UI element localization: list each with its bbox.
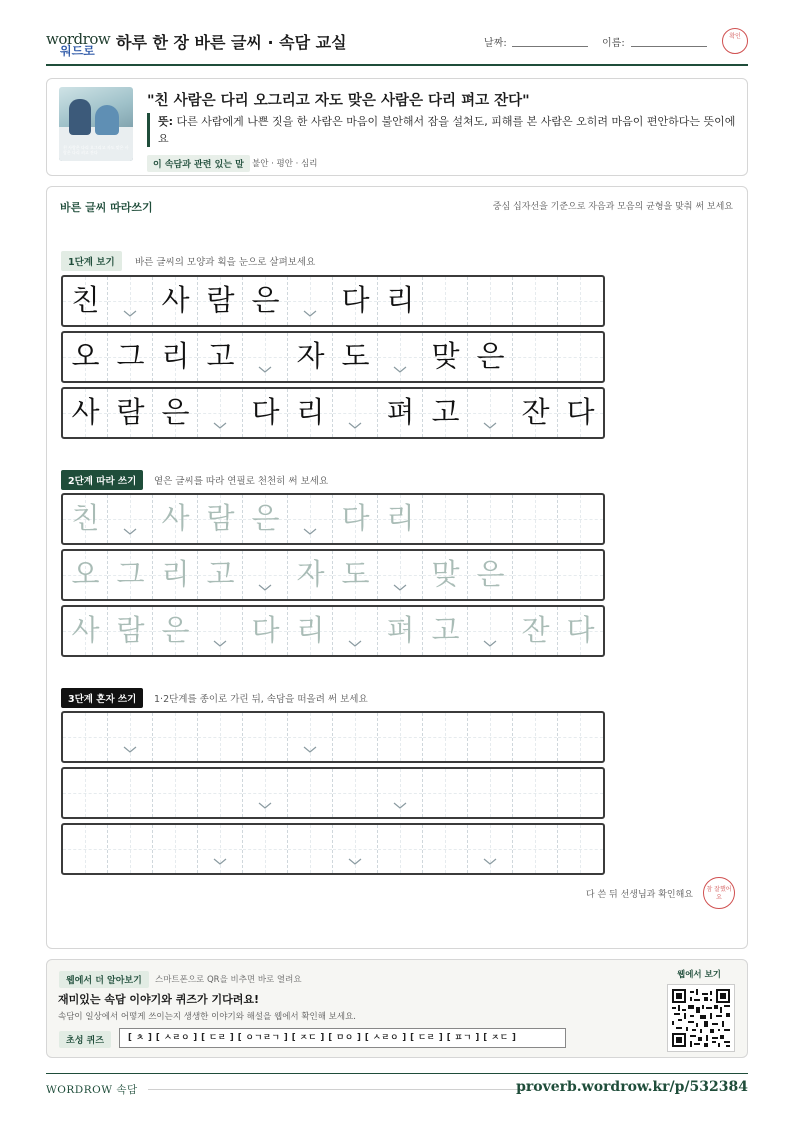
writing-cell[interactable] (108, 551, 153, 599)
model-character: 리 (386, 283, 415, 317)
proverb-illustration (59, 87, 133, 161)
writing-cell[interactable] (468, 551, 513, 599)
model-character: 은 (161, 395, 190, 429)
space-mark-icon (258, 366, 272, 374)
writing-cell[interactable] (468, 769, 513, 817)
qr-code-icon[interactable] (667, 984, 735, 1052)
writing-cell (63, 389, 108, 437)
writing-cell[interactable] (63, 769, 108, 817)
writing-cell[interactable] (468, 825, 513, 873)
trace-character: 펴 (386, 613, 415, 647)
date-field[interactable] (512, 46, 588, 47)
writing-cell[interactable] (288, 769, 333, 817)
writing-cell (288, 277, 333, 325)
footer-rule (148, 1089, 538, 1090)
writing-cell[interactable] (153, 769, 198, 817)
writing-cell[interactable] (378, 495, 423, 543)
writing-cell[interactable] (153, 607, 198, 655)
writing-cell[interactable] (468, 713, 513, 761)
writing-cell[interactable] (63, 825, 108, 873)
web-tag: 웹에서 더 알아보기 (59, 971, 149, 988)
web-subtext: 속담이 일상에서 어떻게 쓰이는지 생생한 이야기와 해설을 웹에서 확인해 보세요. (58, 1012, 356, 1022)
proverb-meaning (147, 113, 737, 147)
writing-cell (198, 389, 243, 437)
writing-cell[interactable] (378, 607, 423, 655)
writing-cell[interactable] (513, 769, 558, 817)
writing-cell[interactable] (423, 713, 468, 761)
model-character: 그 (116, 339, 145, 373)
practice-title: 바른 글씨 따라쓰기 (60, 201, 153, 214)
writing-cell (153, 389, 198, 437)
writing-cell (288, 333, 333, 381)
space-mark-icon (123, 528, 137, 536)
date-label: 날짜: (484, 38, 507, 49)
writing-cell (243, 389, 288, 437)
space-mark-icon (483, 858, 497, 866)
model-character: 친 (71, 283, 100, 317)
logo-korean: 워드로 (60, 44, 95, 58)
model-character: 맞 (431, 339, 460, 373)
writing-cell (333, 389, 378, 437)
writing-cell (333, 277, 378, 325)
writing-cell[interactable] (288, 825, 333, 873)
writing-cell[interactable] (513, 825, 558, 873)
writing-cell[interactable] (243, 825, 288, 873)
writing-cell[interactable] (153, 825, 198, 873)
space-mark-icon (483, 640, 497, 648)
writing-cell[interactable] (558, 769, 603, 817)
writing-cell[interactable] (558, 495, 603, 543)
step2-row[interactable] (61, 605, 605, 657)
space-mark-icon (123, 746, 137, 754)
writing-cell[interactable] (288, 495, 333, 543)
writing-cell (333, 333, 378, 381)
trace-character: 람 (206, 501, 235, 535)
writing-cell[interactable] (513, 495, 558, 543)
trace-character: 고 (431, 613, 460, 647)
meaning-label: 뜻: (158, 115, 174, 128)
step1-row (61, 387, 605, 439)
writing-cell (558, 389, 603, 437)
trace-character: 은 (251, 501, 280, 535)
step1-tag: 1단계 보기 (61, 251, 122, 271)
writing-cell[interactable] (378, 825, 423, 873)
step3-row[interactable] (61, 711, 605, 763)
footer-divider (46, 1073, 748, 1074)
name-field[interactable] (631, 46, 707, 47)
writing-cell[interactable] (63, 713, 108, 761)
footer-brand: WORDROW 속담 (46, 1084, 138, 1096)
writing-cell (468, 389, 513, 437)
space-mark-icon (213, 640, 227, 648)
space-mark-icon (258, 802, 272, 810)
model-character: 도 (341, 339, 370, 373)
writing-cell[interactable] (513, 607, 558, 655)
writing-cell (243, 333, 288, 381)
writing-cell[interactable] (153, 713, 198, 761)
model-character: 은 (476, 339, 505, 373)
writing-cell[interactable] (108, 495, 153, 543)
teacher-confirm-text: 다 쓴 뒤 선생님과 확인해요 (585, 890, 693, 900)
trace-character: 고 (206, 557, 235, 591)
space-mark-icon (213, 858, 227, 866)
step3-desc: 1·2단계를 종이로 가린 뒤, 속담을 떠올려 써 보세요 (154, 694, 368, 705)
footer-url-link[interactable]: proverb.wordrow.kr/p/532384 (516, 1079, 748, 1095)
writing-cell[interactable] (288, 607, 333, 655)
step3-row[interactable] (61, 823, 605, 875)
step2-row[interactable] (61, 493, 605, 545)
model-character: 자 (296, 339, 325, 373)
related-words: 불안 · 평안 · 심리 (252, 159, 318, 169)
step1-row (61, 331, 605, 383)
writing-cell[interactable] (423, 551, 468, 599)
web-promo-section (46, 959, 748, 1058)
writing-cell[interactable] (108, 607, 153, 655)
writing-cell[interactable] (468, 495, 513, 543)
space-mark-icon (348, 640, 362, 648)
trace-character: 맞 (431, 557, 460, 591)
trace-character: 다 (566, 613, 595, 647)
step3-row[interactable] (61, 767, 605, 819)
trace-character: 다 (341, 501, 370, 535)
meaning-text: 다른 사람에게 나쁜 짓을 한 사람은 마음이 불안해서 잠을 설쳐도, 피해를 본 사람은 오히려 마음이 편안하다는 뜻이에요 (158, 115, 736, 145)
page-title: 하루 한 장 바른 글씨 · 속담 교실 (116, 33, 347, 52)
writing-cell[interactable] (468, 607, 513, 655)
writing-cell[interactable] (243, 769, 288, 817)
space-mark-icon (348, 858, 362, 866)
model-character: 오 (71, 339, 100, 373)
model-character: 다 (251, 395, 280, 429)
space-mark-icon (393, 366, 407, 374)
proverb-card (46, 78, 748, 176)
writing-cell[interactable] (558, 825, 603, 873)
writing-cell[interactable] (243, 551, 288, 599)
page-header (46, 24, 748, 66)
good-job-stamp-icon: 참 잘했어요 (703, 877, 735, 909)
web-headline: 재미있는 속담 이야기와 퀴즈가 기다려요! (58, 993, 259, 1006)
space-mark-icon (393, 584, 407, 592)
writing-cell[interactable] (333, 825, 378, 873)
space-mark-icon (348, 422, 362, 430)
proverb-text: "친 사람은 다리 오그리고 자도 맞은 사람은 다리 펴고 잔다" (147, 93, 530, 109)
writing-cell[interactable] (243, 495, 288, 543)
writing-cell[interactable] (198, 495, 243, 543)
writing-cell (288, 389, 333, 437)
model-character: 잔 (521, 395, 550, 429)
writing-cell[interactable] (423, 607, 468, 655)
space-mark-icon (123, 310, 137, 318)
writing-cell (558, 277, 603, 325)
writing-cell (513, 277, 558, 325)
model-character: 고 (431, 395, 460, 429)
writing-cell[interactable] (63, 607, 108, 655)
writing-cell[interactable] (423, 769, 468, 817)
space-mark-icon (483, 422, 497, 430)
writing-cell[interactable] (63, 551, 108, 599)
writing-cell[interactable] (288, 713, 333, 761)
writing-cell (423, 389, 468, 437)
writing-cell (108, 333, 153, 381)
writing-cell[interactable] (288, 551, 333, 599)
writing-cell[interactable] (333, 713, 378, 761)
writing-cell[interactable] (153, 551, 198, 599)
writing-cell[interactable] (198, 825, 243, 873)
space-mark-icon (213, 422, 227, 430)
practice-hint: 중심 십자선을 기준으로 자음과 모음의 균형을 맞춰 써 보세요 (492, 202, 733, 212)
trace-character: 리 (161, 557, 190, 591)
trace-character: 사 (161, 501, 190, 535)
writing-cell[interactable] (423, 825, 468, 873)
writing-cell (378, 389, 423, 437)
related-words-label: 이 속담과 관련 있는 말 (147, 155, 250, 172)
writing-cell[interactable] (153, 495, 198, 543)
trace-character: 오 (71, 557, 100, 591)
writing-cell[interactable] (198, 607, 243, 655)
writing-cell[interactable] (333, 551, 378, 599)
writing-cell[interactable] (513, 551, 558, 599)
writing-cell (468, 333, 513, 381)
trace-character: 그 (116, 557, 145, 591)
step1-desc: 바른 글씨의 모양과 획을 눈으로 살펴보세요 (135, 257, 316, 268)
writing-cell (378, 277, 423, 325)
writing-cell (198, 277, 243, 325)
writing-cell[interactable] (378, 769, 423, 817)
writing-cell[interactable] (333, 769, 378, 817)
writing-cell (63, 277, 108, 325)
illustration-caption: 친 사람은 다리 오그리고 자도 맞은 사람은 다리 펴고 잔다 (63, 145, 129, 155)
model-character: 펴 (386, 395, 415, 429)
writing-cell[interactable] (198, 769, 243, 817)
writing-cell (153, 277, 198, 325)
model-character: 다 (566, 395, 595, 429)
name-label: 이름: (602, 38, 625, 49)
trace-character: 도 (341, 557, 370, 591)
writing-cell (468, 277, 513, 325)
logo-wordmark: wordrow (46, 30, 111, 48)
writing-cell (513, 389, 558, 437)
space-mark-icon (303, 746, 317, 754)
writing-cell (198, 333, 243, 381)
writing-cell[interactable] (558, 551, 603, 599)
model-character: 람 (206, 283, 235, 317)
writing-cell (558, 333, 603, 381)
writing-cell (63, 333, 108, 381)
trace-character: 리 (296, 613, 325, 647)
writing-cell[interactable] (558, 713, 603, 761)
writing-cell[interactable] (63, 495, 108, 543)
trace-character: 자 (296, 557, 325, 591)
initial-consonant-quiz: [ ㅊ ] [ ㅅㄹㅇ ] [ ㄷㄹ ] [ ㅇㄱㄹㄱ ] [ ㅈㄷ ] [ ㅁㅇ ] [ ㅅㄹㅇ ] [ ㄷㄹ ] [ ㅍㄱ ] [ ㅈㄷ ] (119, 1028, 566, 1048)
model-character: 리 (296, 395, 325, 429)
writing-cell (423, 333, 468, 381)
model-character: 사 (71, 395, 100, 429)
trace-character: 은 (161, 613, 190, 647)
writing-cell[interactable] (423, 495, 468, 543)
step2-desc: 옅은 글씨를 따라 연필로 천천히 써 보세요 (154, 476, 329, 487)
quiz-label: 초성 퀴즈 (59, 1031, 111, 1048)
writing-cell[interactable] (108, 713, 153, 761)
step2-row[interactable] (61, 549, 605, 601)
check-stamp-icon: 확인 (722, 28, 748, 54)
writing-cell[interactable] (243, 713, 288, 761)
writing-cell[interactable] (513, 713, 558, 761)
trace-character: 리 (386, 501, 415, 535)
trace-character: 친 (71, 501, 100, 535)
writing-cell[interactable] (333, 495, 378, 543)
writing-cell (108, 277, 153, 325)
step2-tag: 2단계 따라 쓰기 (61, 470, 143, 490)
model-character: 은 (251, 283, 280, 317)
writing-cell (153, 333, 198, 381)
trace-character: 사 (71, 613, 100, 647)
writing-cell[interactable] (378, 713, 423, 761)
step3-tag: 3단계 혼자 쓰기 (61, 688, 143, 708)
writing-cell (513, 333, 558, 381)
writing-cell[interactable] (333, 607, 378, 655)
writing-cell[interactable] (558, 607, 603, 655)
model-character: 사 (161, 283, 190, 317)
writing-cell (378, 333, 423, 381)
trace-character: 잔 (521, 613, 550, 647)
writing-cell (108, 389, 153, 437)
qr-label: 웹에서 보기 (676, 970, 721, 980)
space-mark-icon (393, 802, 407, 810)
writing-cell[interactable] (108, 769, 153, 817)
model-character: 람 (116, 395, 145, 429)
space-mark-icon (303, 310, 317, 318)
step1-row (61, 275, 605, 327)
writing-cell (423, 277, 468, 325)
model-character: 고 (206, 339, 235, 373)
writing-cell (243, 277, 288, 325)
writing-cell[interactable] (108, 825, 153, 873)
handwriting-practice-section (46, 186, 748, 949)
model-character: 리 (161, 339, 190, 373)
trace-character: 다 (251, 613, 280, 647)
writing-cell[interactable] (378, 551, 423, 599)
space-mark-icon (303, 528, 317, 536)
trace-character: 은 (476, 557, 505, 591)
space-mark-icon (258, 584, 272, 592)
wordrow-logo (46, 30, 111, 60)
trace-character: 람 (116, 613, 145, 647)
writing-cell[interactable] (198, 713, 243, 761)
web-hint: 스마트폰으로 QR을 비추면 바로 열려요 (155, 975, 302, 985)
writing-cell[interactable] (198, 551, 243, 599)
model-character: 다 (341, 283, 370, 317)
writing-cell[interactable] (243, 607, 288, 655)
